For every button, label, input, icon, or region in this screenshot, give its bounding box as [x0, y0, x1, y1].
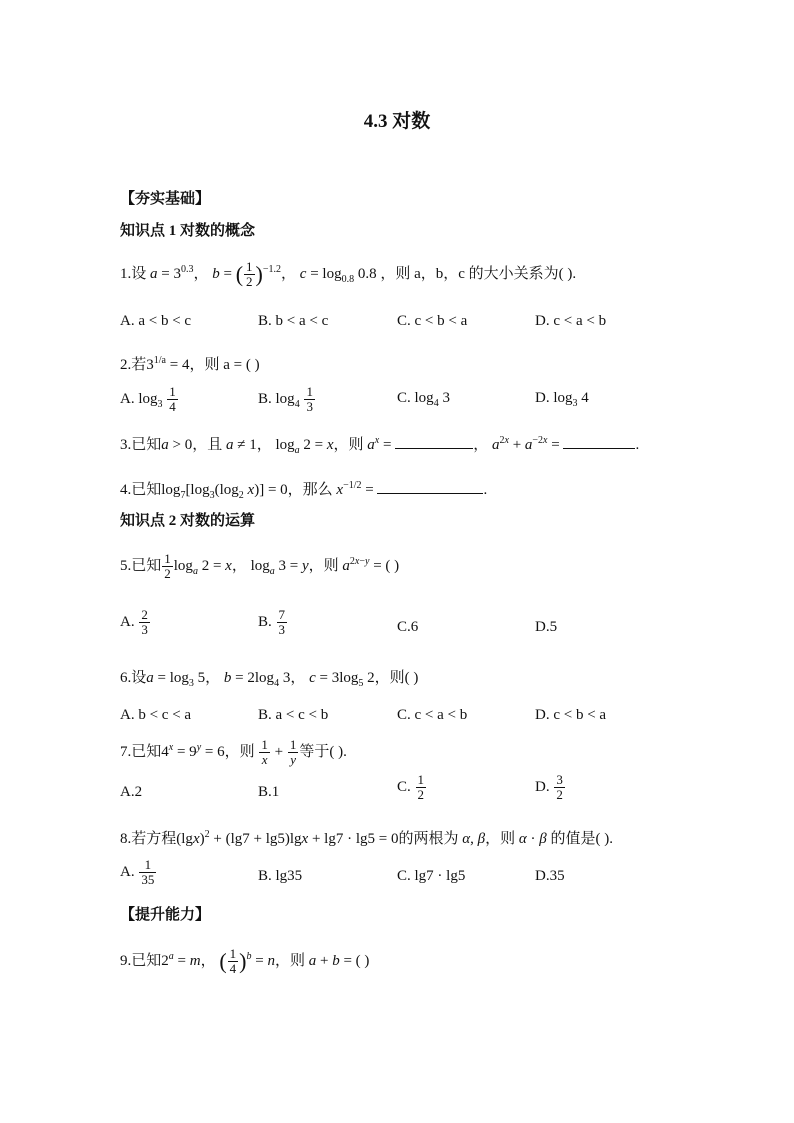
- q2-option-c: C. $\log_4 3$: [397, 390, 450, 409]
- question-4: 4.已知$\log_7[\log_3(\log_2$ x)] = 0，那么 $x^{-1/2}$ = .: [120, 480, 488, 501]
- q1-option-d: D. c < a < b: [535, 313, 607, 329]
- q2-option-a: A. $\log_3$ $\frac{1}{4}$: [120, 384, 176, 414]
- q8-option-b: B. lg35: [258, 868, 303, 884]
- knowledge-point-2: 知识点 2 对数的运算: [120, 513, 256, 529]
- question-1: 1.设 $a = 3^{0.3}$， b = ( $\frac{1}{2}$ )$^{-1.2}$， $c = \log_{0.8} 0.8$ ，则 a，b，c 的大小关系为( ).: [120, 259, 577, 290]
- section-basic: 【夯实基础】: [120, 191, 211, 207]
- question-6: 6.设$a = \log_3 5$， $b = 2\log_4$ 3， $c = 3\log_5$ 2，则( ): [120, 670, 419, 689]
- page-title: 4.3 对数: [363, 111, 431, 132]
- q6-option-a: A. b < c < a: [120, 707, 192, 723]
- knowledge-point-1: 知识点 1 对数的概念: [120, 223, 256, 239]
- q5-option-b: B. $\frac{7}{3}$: [258, 607, 286, 637]
- q1-option-b: B. b < a < c: [258, 313, 329, 329]
- q8-option-a: A. $\frac{1}{35}$: [120, 857, 155, 887]
- question-5: 5.已知 $\frac{1}{2}$ $\log_a 2 = x$， $\log_a 3 = y$，则 $a^{2x-y}$ = ( ): [120, 551, 400, 582]
- section-ability: 【提升能力】: [120, 907, 211, 923]
- question-8: 8.若方程$(\lg x)^2 + (\lg 7 + \lg 5)\lg x + \lg 7 \cdot \lg 5 = 0$的两根为 α, β，则 α · β 的值是( ).: [120, 829, 613, 847]
- question-2: 2.若$3^{1/a} = 4$，则 a = ( ): [120, 355, 260, 373]
- q6-option-d: D. c < b < a: [535, 707, 607, 723]
- q7-option-c: C. $\frac{1}{2}$: [397, 772, 425, 802]
- q5-option-a: A. $\frac{2}{3}$: [120, 607, 148, 637]
- q7-option-a: A.2: [120, 784, 143, 800]
- question-9: 9.已知$2^a = m$， ( $\frac{1}{4}$ )$^b$ = n，则 a + b = ( ): [120, 946, 370, 977]
- question-3: 3.已知a > 0，且 a ≠ 1， $\log_a 2 = x$，则 $a^x$ = ， $a^{2x} + a^{-2x}$ = .: [120, 435, 640, 456]
- q5-option-c: C.6: [397, 619, 419, 635]
- q7-option-b: B.1: [258, 784, 280, 800]
- q2-option-b: B. $\log_4$ $\frac{1}{3}$: [258, 384, 313, 414]
- q8-option-d: D.35: [535, 868, 565, 884]
- q5-option-d: D.5: [535, 619, 558, 635]
- q8-option-c: C. lg7 · lg5: [397, 868, 466, 884]
- q1-option-a: A. a < b < c: [120, 313, 192, 329]
- q7-option-d: D. $\frac{3}{2}$: [535, 772, 563, 802]
- question-7: 7.已知$4^x = 9^y = 6$，则 $\frac{1}{x}$ + $\frac{1}{y}$ 等于( ).: [120, 737, 347, 768]
- q6-option-c: C. c < a < b: [397, 707, 468, 723]
- q2-option-d: D. $\log_3 4$: [535, 390, 589, 409]
- q1-option-c: C. c < b < a: [397, 313, 468, 329]
- q6-option-b: B. a < c < b: [258, 707, 329, 723]
